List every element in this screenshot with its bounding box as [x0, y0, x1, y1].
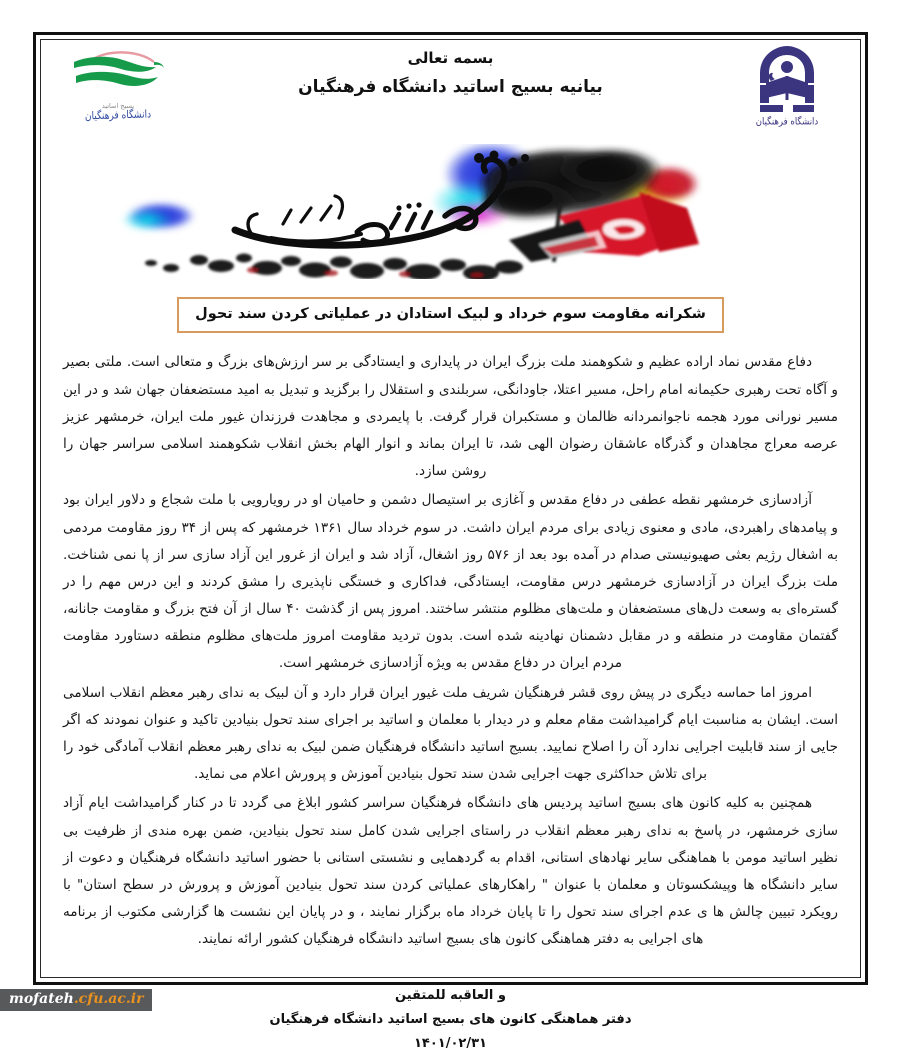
statement-paragraph-1: دفاع مقدس نماد اراده عظیم و شکوهمند ملت بزرگ ایران در پایداری و ایستادگی بر سر ارزش‌های بزرگ و متعالی است. ملتی بصیر و آگاه تحت رهبری حکیمانه امام راحل، مسیر اعتلا، جاودانگی، سربلندی و استقلال را برگزید و تبدیل به امید مستضعفان جهان شد و در این مسیر نورانی مورد هجمه ناجوانمردانه ظالمان و مستکبران قرار گرفت. با پایمردی و مجاهدت فرزندان غیور ملت ایران، خرمشهر عزیز عرصه معراج مجاهدان و گذرگاه عاشقان رضوان الهی شد، تا ایران بماند و انوار الهام بخش انقلاب شکوهمند اسلامی سراسر جهان را روشن سازد. [63, 354, 838, 480]
watermark-site-domain: .cfu.ac.ir [73, 991, 144, 1007]
artwork-illustration [55, 144, 846, 279]
bismillah-line: بسمه تعالی [407, 49, 494, 67]
statement-paragraph-2: آزادسازی خرمشهر نقطه عطفی در دفاع مقدس و آغازی بر استیصال دشمن و حامیان او در رویارویی با ملت شجاع و دلاور ایران بود و پیامدهای راهبردی، مادی و معنوی زیادی برای مردم ایران داشت. در سوم خرداد سال ۱۳۶۱ خرمشهر که پس از ۳۴ روز مقاومت مردمی به اشغال رژیم بعثی صهیونیستی صدام در آمده بود بعد از ۵۷۶ روز اشغال، آزاد شد و ایران از غرور این آزاد سازی سر از پا نمی شناخت. ملت بزرگ ایران در آزادسازی خرمشهر درس مقاومت، ایستادگی، فداکاری و خستگی ناپذیری را مشق کردند و این درس مهم را در گستره‌ای به وسعت دل‌های مستضعفان و ملت‌های مظلوم منتشر ساختند. امروز پس از گذشت ۴۰ سال از آن فتح بزرگ و مقاومت جانانه، گفتمان مقاومت در منطقه و در مقابل دشمنان نهادینه شده است. بدون تردید مقاومت امروز ملت‌های مظلوم منطقه دستاورد مقاومت مردم ایران در دفاع مقدس به ویژه آزادسازی خرمشهر است. [63, 492, 838, 672]
document-header [41, 40, 860, 144]
statement-paragraph-3: امروز اما حماسه دیگری در پیش روی قشر فرهنگیان شریف ملت غیور ایران قرار دارد و آن لبیک به ندای رهبر معظم انقلاب اسلامی است. ایشان به مناسبت ایام گرامیداشت مقام معلم و در دیدار با معلمان و اساتید بر اجرای سند تحول بنیادین تاکید و عنوان نمودند که اگر جایی از سند قابلیت اجرایی ندارد آن را اصلاح نمایید. بسیج اساتید دانشگاه فرهنگیان ضمن لبیک به ندای رهبر معظم انقلاب آمادگی خود را برای تلاش حداکثری جهت اجرایی شدن سند تحول بنیادین آموزش و پرورش اعلام می نماید. [63, 684, 838, 783]
basij-logo-caption-small: بسیج اساتید [101, 102, 135, 110]
site-watermark [0, 989, 152, 1011]
basij-logo-caption: دانشگاه فرهنگیان [84, 108, 152, 124]
statement-paragraph-4: همچنین به کلیه کانون های بسیج اساتید پردیس های دانشگاه فرهنگیان سراسر کشور ابلاغ می گردد تا در کنار گرامیداشت ایام آزاد سازی خرمشهر، در پاسخ به ندای رهبر معظم انقلاب در راستای اجرایی شدن کامل سند تحول بنیادین، ضمن بهره مندی از ظرفیت بی نظیر اساتید مومن با هماهنگی سایر نهادهای استانی، اقدام به گردهمایی و نشستی استانی با حضور اساتید دانشگاه فرهنگیان و دعوت از سایر دانشگاه ها وپیشکسوتان و معلمان با عنوان " راهکارهای عملیاتی کردن سند تحول بنیادین آموزش و پرورش در سطح استان" با رویکرد تبیین چالش ها ی عدم اجرای سند تحول را تا پایان خرداد ماه برگزار نمایند ، و در پایان این نشست ها گزارشی مکتوب از برنامه های اجرایی به دفتر هماهنگی کانون های بسیج اساتید دانشگاه فرهنگیان کشور ارائه نمایند. [63, 795, 838, 948]
signature-closing: و العاقبه للمتقین [395, 987, 506, 1003]
statement-body [63, 349, 838, 953]
signature-date: ۱۴۰۱/۰۲/۳۱ [414, 1035, 487, 1051]
farhangian-emblem-caption: دانشگاه فرهنگیان [755, 116, 819, 128]
headline-banner: شکرانه مقاومت سوم خرداد و لبیک استادان در عملیاتی کردن سند تحول [177, 297, 724, 333]
watermark-site-name: mofateh [9, 991, 74, 1007]
signature-block [41, 984, 860, 1056]
signature-office: دفتر هماهنگی کانون های بسیج اساتید دانشگاه فرهنگیان [269, 1011, 632, 1027]
page-title: بیانیه بسیج اساتید دانشگاه فرهنگیان [298, 76, 603, 97]
headline-banner-wrapper [41, 297, 860, 333]
khorramshahr-liberation-artwork [55, 144, 846, 279]
header-title-block [41, 44, 860, 101]
